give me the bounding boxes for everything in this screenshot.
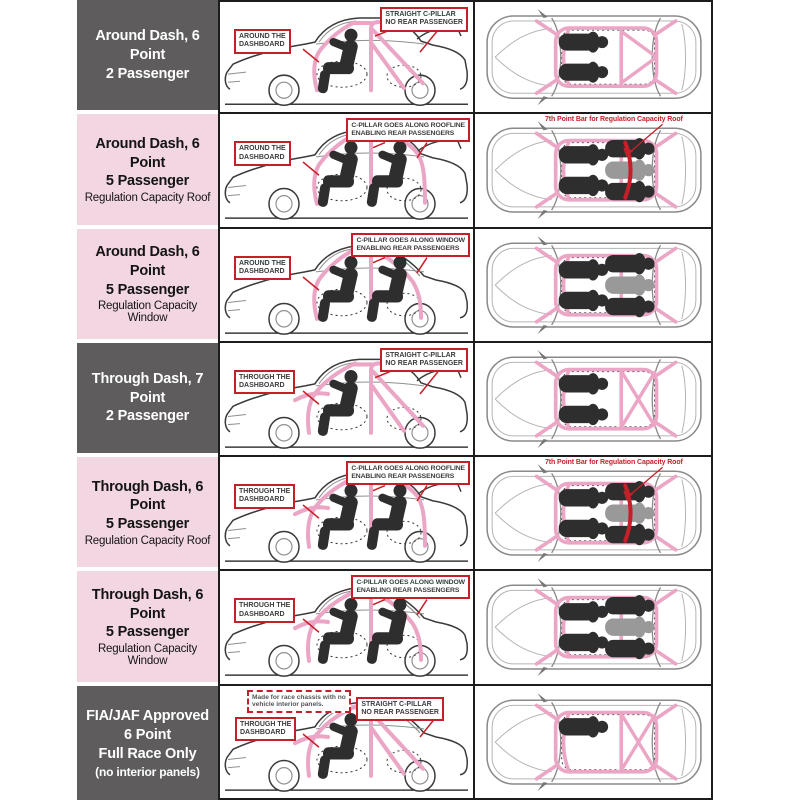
top-view-panel [475, 571, 713, 685]
callout-text: NO REAR PASSENGER [385, 360, 463, 368]
config-label-cell [77, 114, 218, 228]
config-label-line: FIA/JAF Approved [86, 708, 209, 725]
callout-box [247, 690, 351, 714]
top-view-panel [475, 0, 713, 114]
config-label-line: Around Dash, 6 Point [95, 243, 200, 279]
config-label-cell [77, 457, 218, 571]
callout-text: C-PILLAR GOES ALONG WINDOW [356, 579, 465, 587]
config-label-cell [77, 0, 218, 114]
config-sublabel: Regulation Capacity Roof [84, 535, 211, 548]
config-sublabel: Regulation Capacity Window [97, 643, 198, 668]
top-view-drawing [475, 229, 711, 341]
config-label-line: 5 Passenger [105, 624, 190, 641]
table-row [77, 457, 713, 571]
config-label-line: 5 Passenger [105, 516, 190, 533]
side-view-panel [218, 686, 475, 800]
side-view-panel [218, 0, 475, 114]
side-view-panel [218, 229, 475, 343]
config-label-line: Around Dash, 6 Point [95, 27, 200, 63]
config-label-line: 2 Passenger [105, 65, 190, 82]
callout-text: ENABLING REAR PASSENGERS [351, 473, 455, 481]
callout-box [234, 370, 295, 395]
callout-box [234, 141, 291, 166]
callout-text: AROUND THE [239, 259, 286, 267]
top-view-panel [475, 229, 713, 343]
config-label-line: 5 Passenger [105, 173, 190, 190]
side-view-panel [218, 571, 475, 685]
callout-text: DASHBOARD [239, 267, 285, 275]
callout-box [380, 348, 468, 373]
callout-text: NO REAR PASSENGER [385, 19, 463, 27]
config-label-line: 2 Passenger [105, 408, 190, 425]
callout-text: C-PILLAR GOES ALONG ROOFLINE [351, 122, 465, 130]
callout-text: C-PILLAR GOES ALONG ROOFLINE [351, 465, 465, 473]
config-label-line: 5 Passenger [105, 281, 190, 298]
callout-text: C-PILLAR GOES ALONG WINDOW [356, 236, 465, 244]
table-row [77, 0, 713, 114]
callout-box [234, 29, 291, 54]
table-row [77, 571, 713, 685]
callout-text: ENABLING REAR PASSENGERS [356, 587, 460, 595]
table-row [77, 229, 713, 343]
callout-box [346, 118, 470, 142]
config-label-cell [77, 571, 218, 685]
callout-text: DASHBOARD [239, 610, 285, 618]
top-view-panel [475, 686, 713, 800]
callout-text: THROUGH THE [240, 720, 292, 728]
callout-text: Made for race chassis with no [252, 693, 346, 701]
top-view-drawing [475, 343, 711, 455]
side-view-panel [218, 114, 475, 228]
side-view-panel [218, 343, 475, 457]
callout-text: vehicle interior panels. [252, 701, 324, 709]
callout-text: DASHBOARD [239, 382, 285, 390]
callout-text: NO REAR PASSENGER [361, 708, 439, 716]
config-label-line: Through Dash, 6 Point [91, 586, 204, 622]
callout-box [235, 717, 296, 742]
callout-text: STRAIGHT C-PILLAR [385, 351, 456, 359]
callout-box [356, 697, 444, 722]
config-label-cell [77, 686, 218, 800]
callout-text: DASHBOARD [239, 41, 285, 49]
callout-box [234, 484, 295, 509]
config-label-line: Through Dash, 6 Point [91, 478, 204, 514]
config-sublabel: Regulation Capacity Roof [84, 192, 211, 205]
config-label-line: Full Race Only [98, 745, 197, 762]
callout-box [351, 575, 470, 599]
config-sublabel: (no interior panels) [95, 764, 200, 779]
callout-text: DASHBOARD [239, 496, 285, 504]
callout-text: THROUGH THE [239, 488, 291, 496]
config-sublabel: Regulation Capacity Window [97, 300, 198, 325]
callout-text: STRAIGHT C-PILLAR [361, 700, 432, 708]
config-label-line: Around Dash, 6 Point [95, 135, 200, 171]
callout-text: ENABLING REAR PASSENGERS [356, 244, 460, 252]
top-view-drawing [475, 686, 711, 798]
callout-text: AROUND THE [239, 33, 286, 40]
callout-box [380, 7, 468, 32]
callout-box [351, 233, 470, 257]
seventh-point-note: 7th Point Bar for Regulation Capacity Roof [545, 459, 683, 467]
top-view-drawing [475, 2, 711, 112]
callout-box [234, 598, 295, 623]
config-label-line: 6 Point [124, 726, 171, 743]
side-view-panel [218, 457, 475, 571]
callout-text: DASHBOARD [240, 728, 286, 736]
callout-text: ENABLING REAR PASSENGERS [351, 130, 455, 138]
callout-text: DASHBOARD [239, 153, 285, 161]
top-view-panel [475, 343, 713, 457]
callout-text: THROUGH THE [239, 602, 291, 610]
table-row [77, 343, 713, 457]
top-view-panel [475, 457, 713, 571]
config-label-cell [77, 343, 218, 457]
top-view-panel [475, 114, 713, 228]
seventh-point-note: 7th Point Bar for Regulation Capacity Roof [545, 116, 683, 124]
config-label-cell [77, 229, 218, 343]
config-label-line: Through Dash, 7 Point [91, 370, 204, 406]
callout-box [234, 256, 291, 281]
top-view-drawing [475, 571, 711, 683]
callout-text: STRAIGHT C-PILLAR [385, 11, 456, 18]
callout-text: AROUND THE [239, 145, 286, 153]
table-row [77, 686, 713, 800]
callout-text: THROUGH THE [239, 373, 291, 381]
top-view-drawing [475, 457, 711, 569]
chart-table [77, 0, 713, 800]
top-view-drawing [475, 114, 711, 226]
table-row [77, 114, 713, 228]
callout-box [346, 461, 470, 485]
